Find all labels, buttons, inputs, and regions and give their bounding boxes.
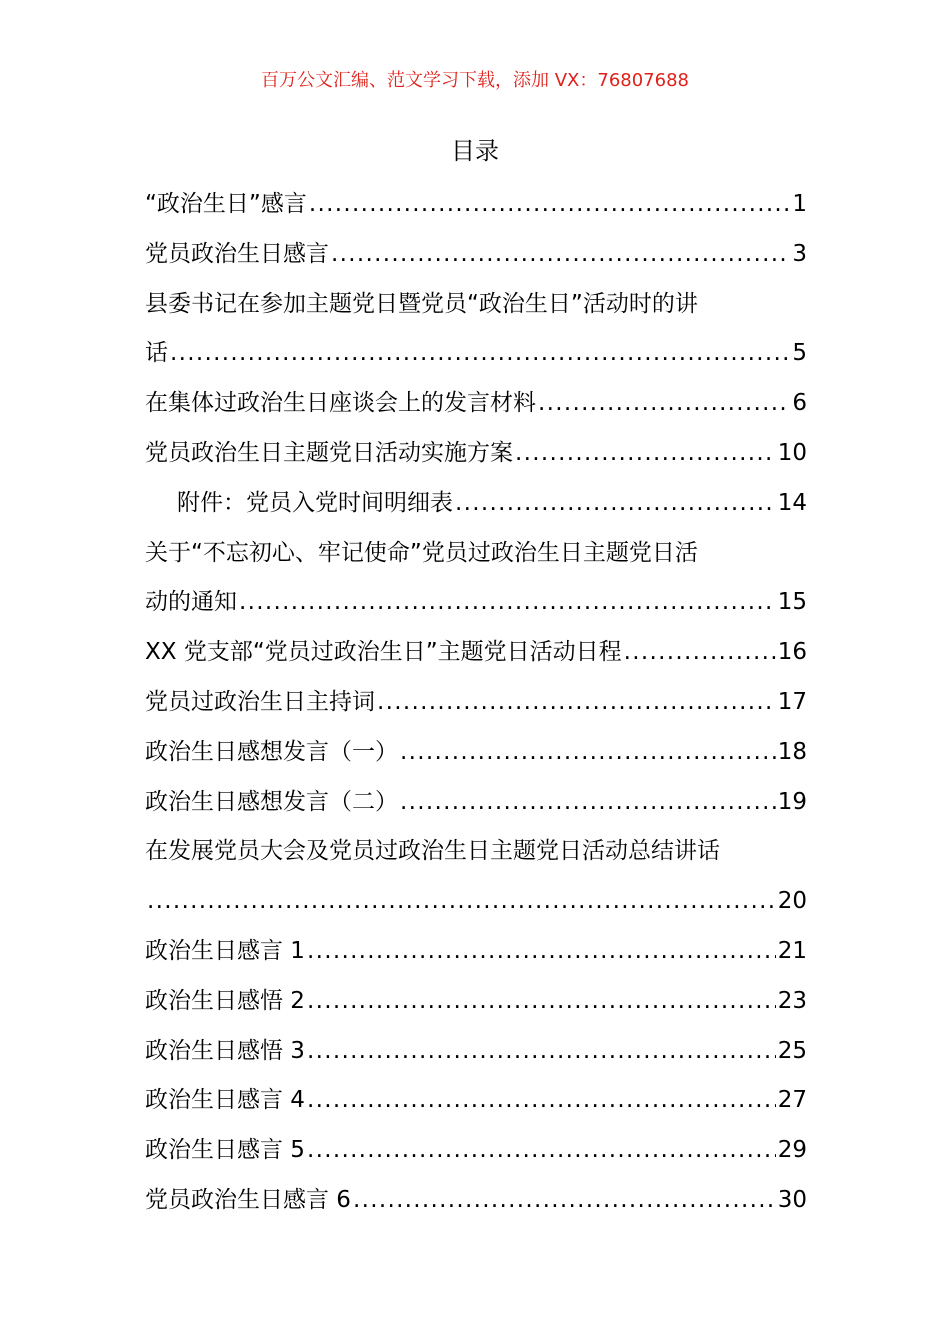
toc-entry bbox=[145, 329, 807, 369]
header-note: 百万公文汇编、范文学习下载，添加 VX：76807688 bbox=[261, 70, 689, 91]
toc-entry-page: 20 bbox=[777, 888, 807, 915]
toc-entry-page: 25 bbox=[777, 1037, 807, 1064]
toc-entry-page: 18 bbox=[777, 738, 807, 765]
toc-entry-text: 动的通知 bbox=[145, 589, 237, 616]
toc-entry-text: 党员政治生日感言 bbox=[145, 240, 329, 267]
toc-leader-dots bbox=[353, 1184, 776, 1216]
toc-entry bbox=[145, 529, 807, 569]
toc-entry-page: 30 bbox=[777, 1187, 807, 1213]
toc-entry-page: 3 bbox=[792, 240, 807, 267]
toc-entry-text: 在集体过政治生日座谈会上的发言材料 bbox=[145, 390, 536, 417]
toc-leader-dots bbox=[307, 1084, 776, 1116]
toc-entry-page: 5 bbox=[792, 340, 807, 367]
toc-entry-text: XX 党支部“党员过政治生日”主题党日活动日程 bbox=[145, 639, 622, 666]
toc-entry-page: 14 bbox=[777, 489, 807, 516]
toc-entry bbox=[145, 877, 807, 917]
toc-entry bbox=[145, 578, 807, 618]
toc-entry-page: 27 bbox=[777, 1087, 807, 1114]
toc-leader-dots bbox=[400, 736, 776, 768]
toc-entry bbox=[145, 479, 807, 519]
toc-entry-text: 党员政治生日感言 6 bbox=[145, 1187, 351, 1213]
toc-leader-dots bbox=[307, 1035, 776, 1067]
toc-entry bbox=[145, 1076, 807, 1116]
toc-entry bbox=[145, 1027, 807, 1067]
toc-entry-text: 党员政治生日主题党日活动实施方案 bbox=[145, 440, 513, 466]
toc-leader-dots bbox=[147, 885, 776, 917]
toc-entry-page: 15 bbox=[777, 589, 807, 616]
toc-entry bbox=[145, 379, 807, 419]
toc-entry bbox=[145, 927, 807, 967]
toc-leader-dots bbox=[515, 437, 776, 469]
toc-entry bbox=[145, 280, 807, 320]
toc-leader-dots bbox=[307, 1134, 776, 1166]
toc-entry-page: 23 bbox=[777, 987, 807, 1014]
toc-entry bbox=[145, 429, 807, 469]
toc-leader-dots bbox=[538, 387, 790, 419]
toc-entry-page: 19 bbox=[777, 788, 807, 815]
toc-entry bbox=[145, 678, 807, 718]
toc-entry bbox=[145, 827, 807, 867]
toc-entry-text: 政治生日感想发言（二） bbox=[145, 788, 398, 815]
toc-entry bbox=[145, 230, 807, 270]
toc-entry-page: 17 bbox=[777, 689, 807, 715]
toc-entry-text: 政治生日感悟 3 bbox=[145, 1037, 305, 1064]
toc-entry-text: 在发展党员大会及党员过政治生日主题党日活动总结讲话 bbox=[145, 838, 720, 865]
toc-entry-page: 29 bbox=[777, 1137, 807, 1164]
toc-entry-text: 政治生日感想发言（一） bbox=[145, 738, 398, 765]
toc-entry-page: 6 bbox=[792, 390, 807, 417]
toc-entry-page: 1 bbox=[792, 191, 807, 217]
toc-leader-dots bbox=[307, 935, 776, 967]
toc-entry bbox=[145, 977, 807, 1017]
toc-entry-text: 关于“不忘初心、牢记使命”党员过政治生日主题党日活 bbox=[145, 539, 698, 566]
toc-leader-dots bbox=[624, 636, 776, 668]
toc-entry bbox=[145, 728, 807, 768]
toc-entry bbox=[145, 180, 807, 220]
toc-leader-dots bbox=[307, 985, 776, 1017]
toc-leader-dots bbox=[400, 786, 776, 818]
toc-leader-dots bbox=[455, 487, 776, 519]
page-title: 目录 bbox=[451, 137, 499, 165]
toc-leader-dots bbox=[331, 238, 790, 270]
toc-entry bbox=[145, 1126, 807, 1166]
toc-entry bbox=[145, 628, 807, 668]
toc-entry-page: 10 bbox=[777, 440, 807, 466]
toc-entry-page: 16 bbox=[777, 639, 807, 666]
toc-leader-dots bbox=[309, 188, 791, 220]
toc-entry-text: 政治生日感言 5 bbox=[145, 1137, 305, 1164]
toc-entry-text: 政治生日感言 1 bbox=[145, 938, 305, 964]
toc-entry-text: 政治生日感悟 2 bbox=[145, 987, 305, 1014]
toc-entry-text: 话 bbox=[145, 340, 168, 367]
toc-entry bbox=[145, 1176, 807, 1216]
toc-entry-text: 党员过政治生日主持词 bbox=[145, 689, 375, 715]
toc-entry-text: “政治生日”感言 bbox=[145, 191, 307, 217]
toc-entry bbox=[145, 778, 807, 818]
toc-leader-dots bbox=[170, 337, 790, 369]
toc-leader-dots bbox=[239, 586, 776, 618]
toc-entry-text: 附件：党员入党时间明细表 bbox=[177, 489, 453, 516]
toc-entry-page: 21 bbox=[777, 938, 807, 964]
toc-leader-dots bbox=[377, 686, 776, 718]
toc-entry-text: 政治生日感言 4 bbox=[145, 1087, 305, 1114]
toc-entry-text: 县委书记在参加主题党日暨党员“政治生日”活动时的讲 bbox=[145, 290, 698, 317]
